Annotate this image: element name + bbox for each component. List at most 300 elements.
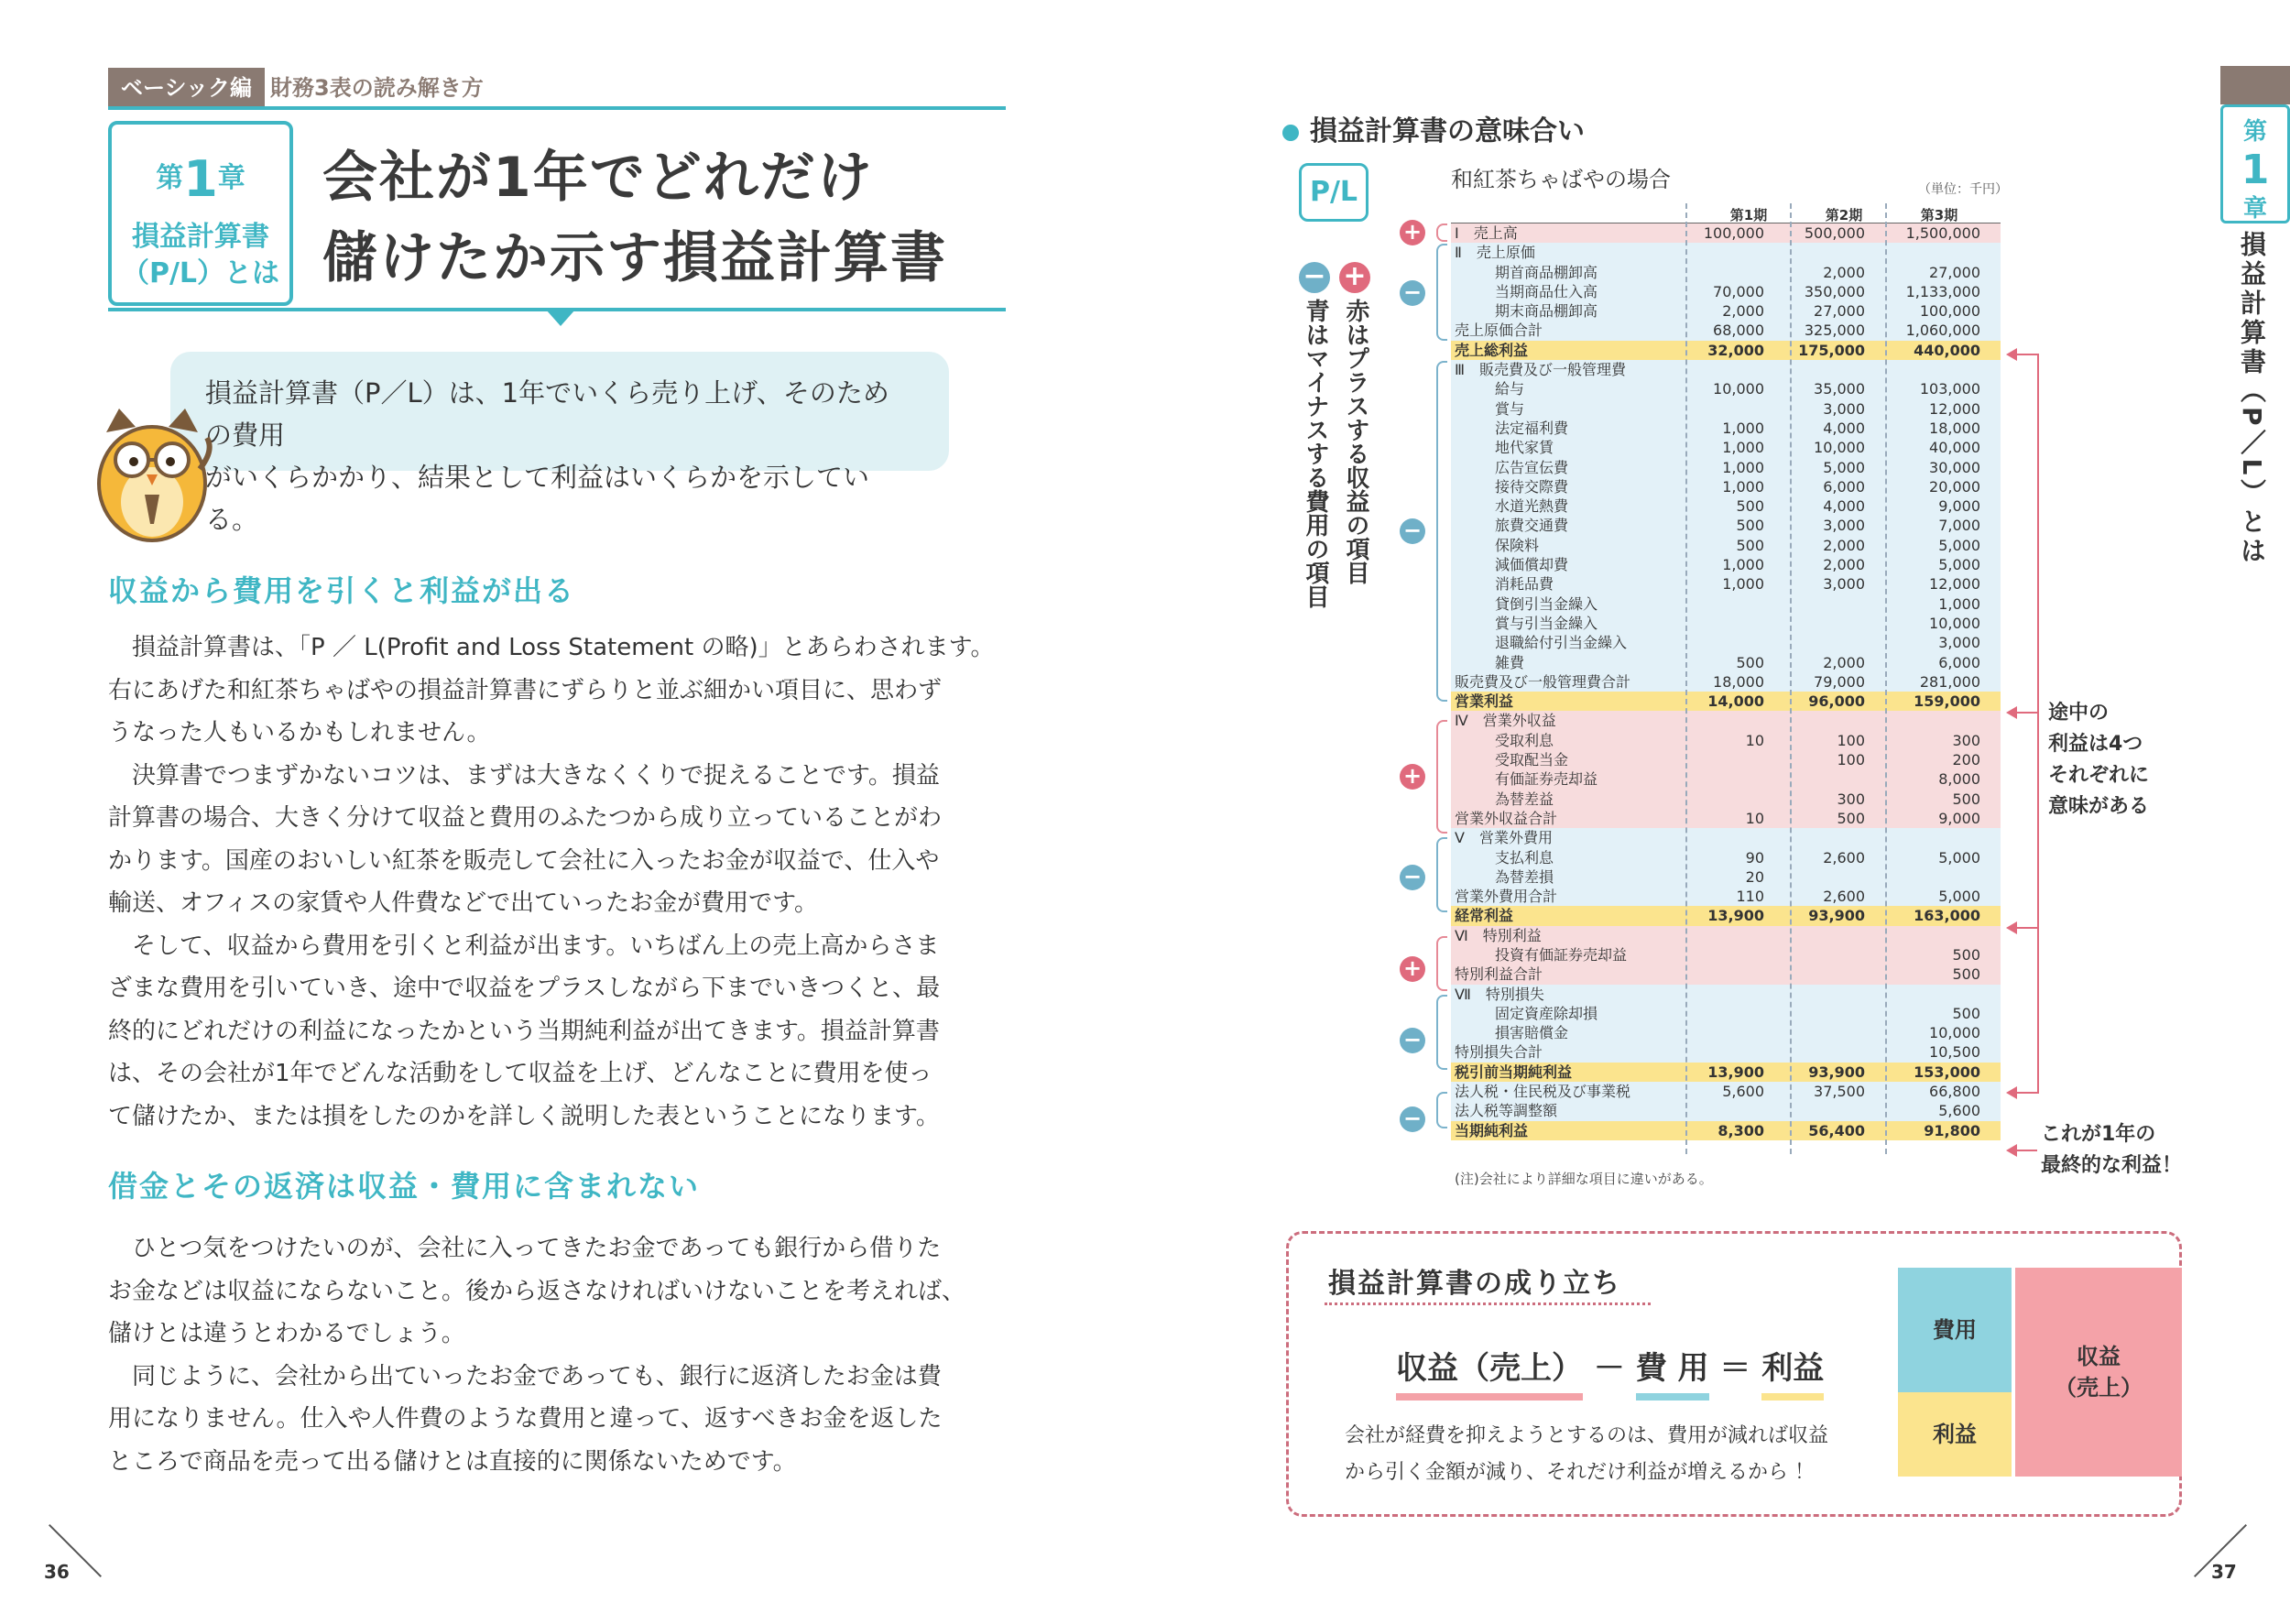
company-name: 和紅茶ちゃばやの場合 — [1451, 167, 1671, 192]
row-label: 当期商品仕入高 — [1495, 282, 1598, 300]
text-line: ところで商品を売って出る儲けとは直接的に関係ないためです。 — [108, 1447, 797, 1476]
text-line: 右にあげた和紅茶ちゃばやの損益計算書にずらりと並ぶ細かい項目に、思わず — [108, 676, 943, 704]
bracket-sga — [1436, 361, 1447, 702]
table-row — [1451, 379, 2001, 398]
table-row — [1451, 672, 2001, 692]
side-note-final-profit — [2041, 1119, 2182, 1182]
row-label: 法人税・住民税及び事業税 — [1455, 1083, 1631, 1101]
row-value-v2: 2,000 — [1823, 556, 1865, 574]
row-label: 水道光熱費 — [1495, 497, 1569, 516]
row-value-v3: 91,800 — [1924, 1121, 1980, 1139]
row-label: 法人税等調整額 — [1455, 1102, 1558, 1120]
row-value-v1: 500 — [1736, 653, 1764, 671]
col-header-2: 第2期 — [1825, 207, 1863, 223]
income-statement-table — [1451, 203, 2001, 1140]
table-row — [1451, 574, 2001, 594]
side-note-line: これが1年の — [2041, 1123, 2156, 1146]
row-label: 退職給付引当金繰入 — [1495, 634, 1628, 652]
table-row — [1451, 945, 2001, 965]
table-row — [1451, 1063, 2001, 1082]
bracket-cost-of-sales — [1436, 244, 1447, 341]
row-value-v2: 2,000 — [1823, 653, 1865, 671]
plus-icon: + — [1400, 956, 1425, 982]
text-line: お金などは収益にならないこと。後から返さなければいけないことを考えれば、 — [108, 1277, 966, 1305]
table-row — [1451, 419, 2001, 438]
chapter-suffix: 章 — [217, 162, 245, 194]
row-value-v1: 500 — [1736, 517, 1764, 535]
table-row — [1451, 458, 2001, 477]
table-row — [1451, 477, 2001, 496]
table-note: (注)会社により詳細な項目に違いがある。 — [1455, 1171, 1713, 1187]
row-value-v2: 175,000 — [1798, 341, 1865, 359]
table-row — [1451, 516, 2001, 535]
structure-text-line: から引く金額が減り、それだけ利益が増えるから ！ — [1345, 1461, 1815, 1484]
minus-icon: − — [1400, 280, 1425, 306]
row-value-v3: 200 — [1952, 751, 1980, 769]
table-row — [1451, 243, 2001, 262]
col-header-1: 第1期 — [1729, 207, 1768, 223]
row-value-v2: 93,900 — [1808, 1063, 1865, 1081]
row-value-v3: 5,600 — [1938, 1102, 1980, 1120]
row-value-v2: 4,000 — [1823, 497, 1865, 516]
arrow-left-icon — [2006, 1086, 2017, 1099]
col-header-3: 第3期 — [1920, 207, 1958, 223]
table-row — [1451, 1042, 2001, 1062]
row-value-v2: 79,000 — [1814, 672, 1865, 691]
row-label: 支払利息 — [1495, 848, 1554, 866]
text-line: 同じように、会社から出ていったお金であっても、銀行に返済したお金は費 — [108, 1362, 942, 1390]
column-divider — [1790, 203, 1792, 1154]
bullet-dot-icon — [1282, 125, 1299, 141]
row-value-v3: 300 — [1952, 731, 1980, 749]
bracket-revenue — [1436, 223, 1447, 242]
row-value-v2: 96,000 — [1808, 692, 1865, 711]
bracket-nonop-revenue — [1436, 720, 1447, 834]
table-row — [1451, 1121, 2001, 1140]
row-value-v1: 8,300 — [1718, 1121, 1764, 1139]
row-value-v2: 500,000 — [1804, 224, 1865, 242]
text-line: うなった人もいるかもしれません。 — [108, 719, 491, 747]
row-value-v1: 1,000 — [1722, 556, 1764, 574]
row-value-v3: 12,000 — [1929, 575, 1980, 594]
block-expense: 費用 — [1898, 1268, 2012, 1392]
chapter-prefix: 第 — [156, 162, 184, 194]
formula-equals: ＝ — [1719, 1350, 1751, 1387]
row-label: Ⅶ 特別損失 — [1455, 985, 1544, 1003]
side-note-line: それぞれに — [2048, 764, 2150, 787]
row-label: 給与 — [1495, 380, 1525, 398]
arrow-left-icon — [2006, 1144, 2017, 1157]
row-value-v2: 100 — [1837, 751, 1865, 769]
row-value-v3: 440,000 — [1914, 341, 1980, 359]
row-label: Ⅳ 営業外収益 — [1455, 712, 1556, 730]
side-chapter-tab — [2220, 104, 2290, 223]
plus-icon: + — [1400, 764, 1425, 790]
bracket-special-loss — [1436, 995, 1447, 1070]
table-row — [1451, 1101, 2001, 1120]
text-line: 輸送、オフィスの家賃や人件費などで出ていったお金が費用です。 — [108, 889, 819, 917]
minus-icon: − — [1400, 1106, 1425, 1132]
row-label: 旅費交通費 — [1495, 517, 1569, 535]
row-value-v2: 4,000 — [1823, 419, 1865, 437]
row-value-v1: 32,000 — [1707, 341, 1764, 359]
title-line2: 儲けたか示す損益計算書 — [322, 226, 947, 290]
text-line: 損益計算書は、「P ／ L(Profit and Loss Statement の略)」とあらわされます。 — [108, 634, 995, 661]
row-value-v3: 27,000 — [1929, 263, 1980, 281]
chapter-topic-line2: （P/L）とは — [121, 257, 280, 289]
formula — [1396, 1343, 1824, 1401]
row-value-v2: 2,600 — [1823, 848, 1865, 866]
row-label: 期首商品棚卸高 — [1495, 263, 1598, 281]
row-value-v2: 3,000 — [1823, 399, 1865, 418]
page-title — [322, 137, 947, 299]
table-row — [1451, 906, 2001, 925]
chapter-number — [112, 150, 289, 208]
header-rule — [108, 106, 1006, 110]
minus-icon: − — [1400, 1028, 1425, 1053]
row-value-v3: 3,000 — [1938, 634, 1980, 652]
row-label: 賞与 — [1495, 399, 1525, 418]
column-divider — [1885, 203, 1887, 1154]
row-label: Ⅰ 売上高 — [1455, 224, 1518, 242]
bracket-nonop-expense — [1436, 837, 1447, 912]
row-value-v1: 500 — [1736, 536, 1764, 554]
row-value-v1: 1,000 — [1722, 439, 1764, 457]
row-label: 売上原価合計 — [1455, 322, 1543, 340]
row-label: 損害賠償金 — [1495, 1024, 1569, 1042]
row-label: 受取配当金 — [1495, 751, 1569, 769]
row-value-v3: 8,000 — [1938, 770, 1980, 789]
text-line: そして、収益から費用を引くと利益が出ます。いちばん上の売上高からさま — [108, 932, 940, 960]
row-value-v3: 281,000 — [1919, 672, 1980, 691]
bubble-line1: 損益計算書（P／L）は、1年でいくら売り上げ、そのための費用 — [205, 377, 889, 451]
row-value-v2: 35,000 — [1814, 380, 1865, 398]
block-revenue-line1: 収益 — [2077, 1344, 2121, 1369]
row-label: Ⅵ 特別利益 — [1455, 926, 1542, 944]
table-row — [1451, 438, 2001, 457]
minus-icon: − — [1400, 865, 1425, 890]
row-value-v3: 5,000 — [1938, 888, 1980, 906]
row-value-v3: 500 — [1952, 1004, 1980, 1022]
row-value-v2: 56,400 — [1808, 1121, 1865, 1139]
table-row — [1451, 692, 2001, 711]
chapter-num: 1 — [183, 150, 218, 208]
header-tag: ベーシック編 — [108, 68, 265, 108]
text-line: て儲けたか、または損をしたのかを詳しく説明した表ということになります。 — [108, 1102, 940, 1130]
row-value-v1: 68,000 — [1713, 322, 1764, 340]
row-label: 接待交際費 — [1495, 477, 1569, 496]
row-value-v3: 10,000 — [1929, 614, 1980, 632]
text-line: 用になりません。仕入や人件費のような費用と違って、返すべきお金を返した — [108, 1405, 943, 1433]
minus-icon: − — [1400, 518, 1425, 544]
minus-icon: − — [1299, 262, 1330, 293]
row-value-v2: 350,000 — [1804, 282, 1865, 300]
legend-minus: 青はマイナスする費用の項目 — [1302, 299, 1329, 608]
side-note-line: 意味がある — [2048, 795, 2150, 818]
structure-text — [1345, 1418, 1828, 1491]
row-value-v3: 66,800 — [1929, 1083, 1980, 1101]
table-row — [1451, 848, 2001, 867]
column-divider — [1685, 203, 1687, 1154]
table-row — [1451, 536, 2001, 555]
unit-label: （単位：千円） — [1918, 182, 2008, 197]
table-body — [1451, 223, 2001, 1140]
formula-expense: 費 用 — [1636, 1343, 1709, 1401]
table-row — [1451, 887, 2001, 906]
chapter-box — [108, 121, 293, 306]
arrow-left-icon — [2006, 706, 2017, 719]
table-row — [1451, 790, 2001, 809]
table-row — [1451, 985, 2001, 1004]
owl-mascot-icon — [88, 405, 216, 544]
connector-line — [2037, 354, 2039, 1094]
row-value-v3: 9,000 — [1938, 497, 1980, 516]
row-value-v2: 100 — [1837, 731, 1865, 749]
row-value-v2: 3,000 — [1823, 517, 1865, 535]
table-row — [1451, 809, 2001, 828]
table-row — [1451, 555, 2001, 574]
row-value-v3: 500 — [1952, 945, 1980, 964]
row-label: 売上総利益 — [1455, 341, 1529, 359]
table-row — [1451, 301, 2001, 321]
row-value-v3: 163,000 — [1914, 907, 1980, 925]
row-value-v2: 500 — [1837, 809, 1865, 827]
bracket-tax — [1436, 1092, 1447, 1128]
section-title-text: 損益計算書の意味合い — [1310, 115, 1585, 147]
title-line1: 会社が1年でどれだけ — [322, 146, 874, 210]
table-row — [1451, 653, 2001, 672]
plus-icon: + — [1400, 220, 1425, 245]
row-label: 特別損失合計 — [1455, 1043, 1543, 1062]
table-row — [1451, 594, 2001, 614]
row-value-v1: 1,000 — [1722, 477, 1764, 496]
row-value-v1: 10 — [1745, 809, 1764, 827]
table-row — [1451, 711, 2001, 730]
row-label: 特別利益合計 — [1455, 965, 1543, 984]
text-line: かります。国産のおいしい紅茶を販売して会社に入ったお金が収益で、仕入や — [108, 846, 940, 875]
row-value-v1: 1,000 — [1722, 419, 1764, 437]
row-label: 有価証券売却益 — [1495, 770, 1598, 789]
row-value-v1: 14,000 — [1707, 692, 1764, 711]
row-label: 経常利益 — [1455, 907, 1514, 925]
row-label: 為替差益 — [1495, 790, 1554, 808]
side-note-intermediate-profit — [2048, 698, 2149, 823]
row-value-v3: 500 — [1952, 965, 1980, 984]
side-tab-suffix: 章 — [2242, 195, 2267, 223]
body-paragraph-2 — [108, 1227, 1024, 1483]
header-subtitle: 財務3表の読み解き方 — [270, 75, 484, 101]
title-notch — [546, 310, 575, 326]
table-row — [1451, 321, 2001, 340]
row-label: 営業利益 — [1455, 692, 1514, 711]
table-row — [1451, 263, 2001, 282]
plus-icon: + — [1339, 262, 1370, 293]
row-value-v3: 6,000 — [1938, 653, 1980, 671]
text-line: は、その会社が1年でどんな活動をして収益を上げ、どんなことに費用を使っ — [108, 1060, 932, 1087]
block-revenue — [2012, 1268, 2182, 1477]
row-label: 税引前当期純利益 — [1455, 1063, 1573, 1081]
arrow-left-icon — [2006, 348, 2017, 361]
row-value-v3: 30,000 — [1929, 458, 1980, 476]
row-value-v2: 300 — [1837, 790, 1865, 808]
text-line: 計算書の場合、大きく分けて収益と費用のふたつから成り立っていることがわ — [108, 804, 943, 832]
row-value-v3: 9,000 — [1938, 809, 1980, 827]
table-header — [1451, 203, 2001, 223]
summary-bubble — [170, 352, 949, 535]
row-label: 広告宣伝費 — [1495, 458, 1569, 476]
row-label: 受取利息 — [1495, 731, 1554, 749]
row-value-v1: 100,000 — [1703, 224, 1764, 242]
row-value-v3: 1,133,000 — [1905, 282, 1980, 300]
table-row — [1451, 1082, 2001, 1101]
row-label: Ⅴ 営業外費用 — [1455, 829, 1553, 847]
row-value-v3: 153,000 — [1914, 1063, 1980, 1081]
structure-title-underline — [1325, 1302, 1651, 1305]
row-value-v3: 1,000 — [1938, 594, 1980, 613]
row-value-v3: 103,000 — [1919, 380, 1980, 398]
row-value-v1: 70,000 — [1713, 282, 1764, 300]
table-row — [1451, 1004, 2001, 1023]
side-note-line: 利益は4つ — [2048, 733, 2143, 756]
table-row — [1451, 496, 2001, 516]
row-value-v1: 90 — [1745, 848, 1764, 866]
formula-profit: 利益 — [1761, 1343, 1824, 1401]
row-label: 雑費 — [1495, 653, 1525, 671]
row-value-v1: 5,600 — [1722, 1083, 1764, 1101]
row-value-v3: 10,000 — [1929, 1024, 1980, 1042]
table-row — [1451, 731, 2001, 750]
row-label: 法定福利費 — [1495, 419, 1569, 437]
arrow-left-icon — [2006, 921, 2017, 934]
row-label: Ⅱ 売上原価 — [1455, 244, 1535, 262]
row-value-v2: 2,000 — [1823, 263, 1865, 281]
row-label: 営業外収益合計 — [1455, 809, 1558, 827]
table-row — [1451, 282, 2001, 301]
block-revenue-line2: （売上） — [2055, 1375, 2143, 1401]
section-heading-1: 収益から費用を引くと利益が出る — [108, 573, 576, 608]
text-line: 終的にどれだけの利益になったかという当期純利益が出てきます。損益計算書 — [108, 1017, 940, 1045]
row-value-v1: 110 — [1736, 888, 1764, 906]
table-row — [1451, 399, 2001, 419]
row-value-v2: 325,000 — [1804, 322, 1865, 340]
row-value-v2: 10,000 — [1814, 439, 1865, 457]
table-row — [1451, 769, 2001, 789]
row-label: 保険料 — [1495, 536, 1540, 554]
row-value-v1: 13,900 — [1707, 1063, 1764, 1081]
formula-minus: － — [1593, 1350, 1625, 1387]
row-value-v2: 37,500 — [1814, 1083, 1865, 1101]
table-row — [1451, 1023, 2001, 1042]
row-value-v2: 27,000 — [1814, 302, 1865, 321]
row-value-v2: 2,000 — [1823, 536, 1865, 554]
row-value-v2: 5,000 — [1823, 458, 1865, 476]
side-note-line: 途中の — [2048, 702, 2110, 725]
pl-badge: P/L — [1299, 163, 1369, 222]
table-row — [1451, 926, 2001, 945]
row-value-v1: 1,000 — [1722, 458, 1764, 476]
row-value-v2: 93,900 — [1808, 907, 1865, 925]
table-row — [1451, 828, 2001, 847]
row-value-v1: 10 — [1745, 731, 1764, 749]
table-row — [1451, 341, 2001, 360]
row-label: 為替差損 — [1495, 867, 1554, 886]
row-label: 地代家賃 — [1495, 439, 1554, 457]
text-line: ざまな費用を引いていき、途中で収益をプラスしながら下までいきつくと、最 — [108, 975, 941, 1002]
side-tab-prefix: 第 — [2242, 118, 2267, 146]
row-label: 投資有価証券売却益 — [1495, 945, 1628, 964]
row-value-v3: 159,000 — [1914, 692, 1980, 711]
row-value-v3: 1,060,000 — [1905, 322, 1980, 340]
row-value-v3: 40,000 — [1929, 439, 1980, 457]
row-label: 当期純利益 — [1455, 1121, 1529, 1139]
table-row — [1451, 614, 2001, 633]
row-value-v1: 2,000 — [1722, 302, 1764, 321]
chapter-topic-line1: 損益計算書 — [132, 221, 269, 253]
block-profit: 利益 — [1898, 1392, 2012, 1477]
row-label: 期末商品棚卸高 — [1495, 302, 1598, 321]
row-value-v1: 1,000 — [1722, 575, 1764, 594]
row-label: 賞与引当金繰入 — [1495, 614, 1598, 632]
chapter-topic — [112, 219, 289, 292]
structure-title: 損益計算書の成り立ち — [1328, 1268, 1621, 1300]
text-line: 決算書でつまずかないコツは、まずは大きなくくりで捉えることです。損益 — [108, 761, 940, 790]
row-value-v1: 13,900 — [1707, 907, 1764, 925]
section-heading-2: 借金とその返済は収益・費用に含まれない — [108, 1169, 701, 1204]
row-value-v3: 20,000 — [1929, 477, 1980, 496]
row-value-v3: 7,000 — [1938, 517, 1980, 535]
row-value-v3: 10,500 — [1929, 1043, 1980, 1062]
page-number-left: 36 — [44, 1561, 70, 1583]
body-paragraph-1 — [108, 627, 1024, 1138]
row-value-v2: 2,600 — [1823, 888, 1865, 906]
table-row — [1451, 965, 2001, 984]
table-row — [1451, 750, 2001, 769]
row-value-v3: 100,000 — [1919, 302, 1980, 321]
text-line: ひとつ気をつけたいのが、会社に入ってきたお金であっても銀行から借りた — [108, 1235, 942, 1262]
table-row — [1451, 633, 2001, 652]
row-value-v1: 18,000 — [1713, 672, 1764, 691]
row-label: 減価償却費 — [1495, 556, 1569, 574]
row-label: 消耗品費 — [1495, 575, 1554, 594]
bracket-special-gain — [1436, 936, 1447, 991]
row-label: 販売費及び一般管理費合計 — [1455, 672, 1631, 691]
text-line: 儲けとは違うとわかるでしょう。 — [108, 1320, 465, 1347]
side-tab-bar — [2220, 66, 2290, 104]
row-value-v3: 12,000 — [1929, 399, 1980, 418]
row-value-v3: 5,000 — [1938, 536, 1980, 554]
row-value-v3: 18,000 — [1929, 419, 1980, 437]
row-value-v3: 1,500,000 — [1905, 224, 1980, 242]
row-value-v1: 10,000 — [1713, 380, 1764, 398]
table-row — [1451, 867, 2001, 887]
row-value-v1: 500 — [1736, 497, 1764, 516]
row-value-v2: 3,000 — [1823, 575, 1865, 594]
row-value-v2: 6,000 — [1823, 477, 1865, 496]
structure-text-line: 会社が経費を抑えようとするのは、費用が減れば収益 — [1345, 1424, 1829, 1447]
row-value-v3: 5,000 — [1938, 556, 1980, 574]
row-label: 固定資産除却損 — [1495, 1004, 1598, 1022]
side-note-line: 最終的な利益！ — [2041, 1154, 2183, 1177]
row-value-v3: 5,000 — [1938, 848, 1980, 866]
row-label: 営業外費用合計 — [1455, 888, 1558, 906]
side-tab-num: 1 — [2241, 147, 2270, 193]
formula-revenue: 収益（売上） — [1396, 1343, 1583, 1401]
table-row — [1451, 360, 2001, 379]
page-number-right: 37 — [2211, 1561, 2237, 1583]
side-tab-title: 損益計算書（P／L）とは — [2237, 231, 2267, 567]
row-label: Ⅲ 販売費及び一般管理費 — [1455, 361, 1627, 379]
section-title — [1282, 108, 1585, 148]
